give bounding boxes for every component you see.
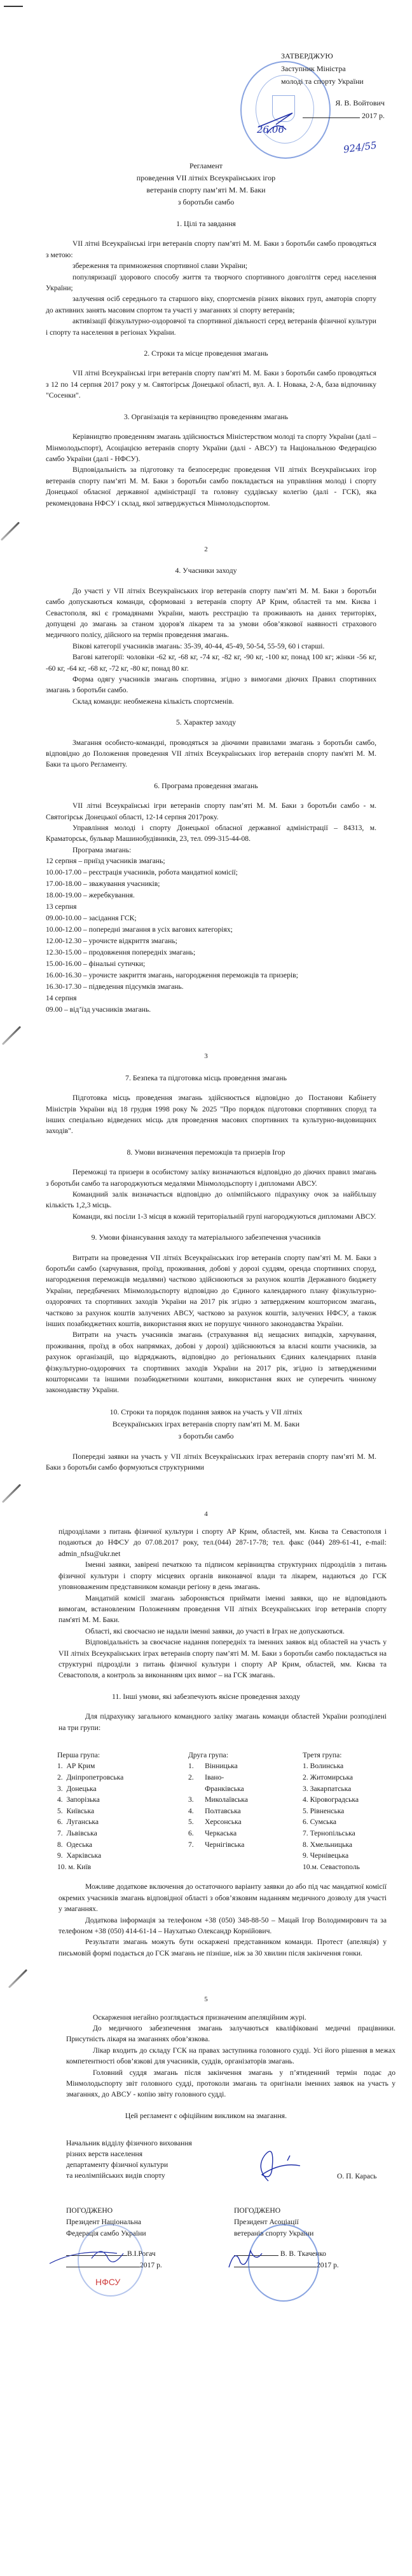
schedule-item: 18.00-19.00 – жеребкування. [46,891,135,900]
section-heading-line: з боротьби самбо [178,1431,234,1440]
schedule-item: 12.00-12.30 – урочисте відкриття змагань; [46,937,177,946]
handwritten-number: 924/55 [342,139,378,156]
agreed-date: 2017 р. [317,2261,339,2270]
goal-item: залучення осіб середнього та старшого віку, спортсменів різних вікових груп, аматорів спорту до активних занять масовим спортом та участі у змаганнях зі спорту ветеранів; [46,295,376,314]
page-fold-mark [2,1026,21,1045]
document-subtitle: проведення VII літніх Всеукраїнських ігор [136,173,276,182]
agreed-name: В. В. Ткаченко [280,2250,326,2258]
paragraph: Попередні заявки на участь у VII літніх Всеукраїнських іграх ветеранів спорту пам’яті М. М. Баки з боротьби самбо формуються структурними [46,1452,376,1472]
handwritten-date: 26.06 [257,124,284,135]
page-fold-mark [2,1484,21,1503]
document-title: Регламент [189,161,223,170]
group-item: 7. Тернопільська [303,1828,355,1837]
paragraph: Вікові категорії учасників змагань: 35-39, 40-44, 45-49, 50-54, 55-59, 60 і старші. [72,641,325,650]
group-item: 6. Черкаська [188,1828,237,1837]
team-groups [57,1750,387,1872]
bottom-margin [0,2271,412,2347]
paragraph: Командний залік визначається відповідно до олімпійського підрахунку очок за найбільшу кількість 1,2,3 місць. [46,1190,376,1210]
schedule-item: 13 серпня [46,902,77,911]
paragraph: Склад команди: необмежена кількість спортсменів. [72,697,234,706]
group-third [303,1750,360,1872]
approval-date: 2017 р. [362,111,385,120]
schedule-item: 16.30-17.30 – підведення підсумків змагань. [46,983,184,991]
paragraph: Для підрахунку загального командного заліку змагань команди областей України розподілені на три групи: [58,1712,387,1732]
section-heading: 5. Характер заходу [175,718,237,727]
section-heading-line: 10. Строки та порядок подання заявок на участь у VII літніх [109,1407,303,1416]
agreed-position: Президент Національна [66,2218,142,2227]
group-item: 9. Харківська [57,1851,102,1860]
paragraph: Команди, які посіли 1-3 місця в кожній територіальній групі нагороджуються дипломами АВСУ. [72,1212,376,1221]
group-item: 2. Дніпропетровська [57,1773,124,1781]
group-item: 2. Житомирська [303,1773,354,1781]
signatory-line: різних верств населення [66,2150,143,2159]
document-title-block [0,160,412,208]
group-item: 3. Миколаївська [188,1795,248,1804]
signature-icon [47,2244,155,2270]
paragraph: Керівництво проведенням змагань здійснюється Міністерством молоді та спорту України (далі – Мінмолодьспорт), Асоціацією ветеранів спорту України (далі - АВСУ) та Національною Федерацією самбо України (далі - НФСУ). [46,433,376,463]
group-item: 10.м. Севастополь [303,1862,360,1871]
paragraph: До медичного забезпечення змагань залучаються кваліфіковані медичні працівники. Присутність лікаря на змаганнях обов’язкова. [66,2023,395,2044]
signatory-line: департаменту фізичної культури [66,2161,168,2170]
paragraph: Відповідальність за своєчасне надання попередніх та іменних заявок від областей на участь у VII літніх Всеукраїнських іграх ветеранів спорту пам’яті М. М. Баки з боротьби самбо покладається на структурні підрозділи з питань фізичної культури і спорту АР Крим, областей, мм. Києва та Севастополя, а контроль за виконанням цих вимог – на ГСК змагань. [58,1638,387,1680]
group-item: 7. Львівська [57,1828,97,1837]
signatory-position [66,2138,238,2181]
schedule-item: 10.00-12.00 – попередні змагання в усіх вагових категоріях; [46,925,233,934]
group-title: Перша група: [57,1750,100,1759]
section-heading: 9. Умови фінансування заходу та матеріального забезпечення учасників [91,1233,321,1242]
paragraph: Форма одягу учасників змагань спортивна, згідно з вимогами діючих Правил спортивних змагань з боротьби самбо. [46,675,376,695]
paragraph: Змагання особисто-командні, проводяться за діючими правилами змагань з боротьби самбо, відповідно до Положення проведення VII літніх Всеукраїнських ігор ветеранів спорту пам'яті М. М. Баки та цього Регламенту. [46,738,376,769]
signatory-line: Начальник відділу фізичного виховання [66,2139,192,2148]
section-heading: 2. Строки та місце проведення змагань [144,349,268,358]
group-item: 7. Чернігівська [188,1840,245,1849]
group-item: 4. Кіровоградська [303,1795,359,1804]
paragraph: Відповідальність за підготовку та безпосереднє проведення VII літніх Всеукраїнських ігор ветеранів спорту пам’яті М. М. Баки з боротьби самбо покладається на управління молоді і спорту Донецької обласної державної адміністрації та головну суддівську колегію (далі - ГСК), яка рекомендована НФСУ і склад, якої затверджується Мінмолодьспортом. [46,466,376,507]
stamp-label: НФСУ [95,2277,121,2288]
schedule-item: 09.00 – від’їзд учасників змагань. [46,1005,151,1014]
signatory-area [66,2138,387,2189]
section-heading: 1. Цілі та завдання [176,219,236,228]
group-item: 3. Закарпатська [303,1784,352,1793]
paragraph: VII літні Всеукраїнські ігри ветеранів спорту пам’яті М. М. Баки з боротьби самбо проводяться з метою: [46,239,376,259]
agreed-date: 2017 р. [140,2261,162,2270]
signature-icon [243,2143,313,2187]
paragraph: Підготовка місць проведення змагань здійснюється відповідно до Постанови Кабінету Міністрів України від 18 грудня 1998 року № 2025 "Про порядок підготовки спортивних споруд та інших спеціально відведених місць для проведення масових спортивних та культурно-видовищних заходів". [46,1094,376,1136]
agreed-right-block [234,2205,387,2271]
section-heading: 3. Організація та керівництво проведенням змагань [123,412,289,421]
page-number: 5 [204,1996,208,2004]
paragraph: Переможці та призери в особистому заліку визначаються відповідно до діючих правил змагань з боротьби самбо та нагороджуються медалями Мінмолодьспорту і дипломами АВСУ. [46,1168,376,1188]
section-heading [0,1406,412,1442]
approval-block [281,50,408,122]
schedule-item: 09.00-10.00 – засідання ГСК; [46,914,137,923]
paragraph: Додаткова інформація за телефоном +38 (050) 348-88-50 – Мацай Ігор Володимирович та за телефоном +38 (050) 414-61-14 – Наухатько Олександр Корнійович. [58,1915,387,1935]
group-item: 1. Вінницька [188,1762,238,1771]
signatory-name: О. П. Карась [337,2172,377,2181]
page-break [0,1016,412,1051]
schedule-item: 16.00-16.30 – урочисте закриття змагань, нагородження переможців та призерів; [46,971,298,980]
paragraph: Області, які своєчасно не надали іменні заявки, до участі в Іграх не допускаються. [85,1627,345,1635]
paragraph: Витрати на проведення VII літніх Всеукраїнських ігор ветеранів спорту пам’яті М. М. Баки з боротьби самбо (харчування, проїзд, проживання, добові у дорозі суддям, оренда спортивних споруд, нагородження переможців медалями) частково здійснюються за рахунок коштів Державного бюджету України, передбачених Мінмолодьспорту відповідно до Єдиного календарного плану фізкультурно-оздоровчих та спортивних заходів України на 2017 рік згідно з затвердженим кошторисом змагань, частково за рахунок коштів залучених АВСУ, частково за рахунок коштів, залучених НФСУ, а також інших позабюджетних коштів, використання яких не порушує чинного законодавства України. [46,1253,376,1328]
closing-statement: Цей регламент є офіційним викликом на змагання. [125,2110,287,2120]
schedule-list [46,855,376,1016]
signatory-line: та неолімпійських видів спорту [66,2171,165,2180]
agreed-position: Президент Асоціації [234,2218,299,2227]
paragraph: Лікар входить до складу ГСК на правах заступника головного судді. Усі його рішення в межах компетентності обов’язкові для учасників, суддів, організаторів змагань. [66,2046,395,2066]
goal-item: популяризації здорового способу життя та творчого спортивного довголіття серед населення України; [46,272,376,293]
section-heading: 8. Умови визначення переможців та призерів Ігор [127,1147,285,1157]
agreed-name: В.І.Рогач [127,2250,156,2258]
agreed-position: Федерація самбо України [66,2229,146,2238]
approval-area [0,0,412,158]
paragraph: Результати змагань можуть бути оскаржені представником команди. Протест (апеляція) у письмовій формі подається до ГСК змагань не пізніше, ніж за 30 хвилин після закінчення гонки. [58,1938,387,1957]
schedule-item: 17.00-18.00 – зважування учасників; [46,880,160,889]
paragraph: підрозділами з питань фізичної культури і спорту АР Крим, областей, мм. Києва та Севастополя і подаються до НФСУ до 07.08.2017 року, тел.(044) 287-17-78; тел. факс (044) 289-61-41, e-mail: admin_nfsu@ukr.net [58,1527,387,1558]
paragraph: VII літні Всеукраїнські ігри ветеранів спорту пам’яті М. М. Баки з боротьби самбо проводяться з 12 по 14 серпня 2017 року у м. Святогірськ Донецької області, вул. А. І. Новака, 2-А, база відпочинку "Сосенки". [46,369,376,400]
agreed-area [66,2205,399,2288]
goal-item: активізації фізкультурно-оздоровчої та спортивної діяльності серед ветеранів фізичної культури і спорту та населення в регіонах України. [46,317,376,337]
section-heading-line: Всеукраїнських іграх ветеранів спорту пам’яті М. М. Баки [112,1419,300,1428]
goal-item: збереження та примноження спортивної слави України; [72,262,248,271]
group-item: 5. Херсонська [188,1818,242,1827]
agreed-title: ПОГОДЖЕНО [66,2206,113,2215]
group-first [57,1750,188,1872]
agreed-title: ПОГОДЖЕНО [234,2206,281,2215]
schedule-item: 12 серпня – приїзд учасників змагань; [46,857,165,866]
document-subtitle: з боротьби самбо [177,198,235,206]
section-heading: 4. Учасники заходу [175,566,237,575]
group-item: 2. Івано- [188,1773,224,1781]
agreed-position: ветеранів спорту України [234,2229,314,2238]
page-number: 3 [204,1052,208,1061]
paragraph: До участі у VII літніх Всеукраїнських ігор ветеранів спорту пам’яті М. М. Баки з боротьби самбо допускаються команди, сформовані з ветеранів спорту АР Крим, областей та мм. Києва і Севастополя, які є громадянами України, мають реєстрацію та проживають на даних територіях, допущені до змагань за станом здоров'я лікарем та за умови обов’язкової наявності страхового медичного полісу, дійсного на термін проведення змагань. [46,586,376,640]
group-item: 4. Полтавська [188,1806,241,1815]
group-title: Друга група: [188,1750,228,1759]
paragraph: Оскарження негайно розглядається призначеним апеляційним журі. [93,2013,306,2022]
section-heading: 6. Програма проведення змагань [154,781,258,790]
scan-mark-top [4,6,23,7]
group-item: 9. Чернівецька [303,1851,349,1860]
page-break [0,1959,412,1994]
group-item: 1. Волинська [303,1762,344,1771]
group-title: Третя група: [303,1750,342,1759]
paragraph: Витрати на участь учасників змагань (страхування від нещасних випадків, харчування, проживання, проїзд в обох напрямках, добові у дорозі) здійснюються за власні кошти учасників, за рахунок організацій, що відряджають, відповідно до регіональних Єдиних календарних планів фізкультурно-оздоровчих та спортивних заходів України на 2017 рік, згідно із затвердженими кошторисами та іншими позабюджетними коштами, використання яких не суперечить чинному законодавству України. [46,1331,376,1395]
group-item: 4. Запорізька [57,1795,100,1804]
schedule-item: 10.00-17.00 – реєстрація учасників, робота мандатної комісії; [46,868,238,877]
page-fold-mark [8,1969,27,1988]
group-item: 3. Донецька [57,1784,97,1793]
section-heading: 11. Інші умови, які забезпечують якісне проведення заходу [112,1691,300,1701]
group-item: 8. Хмельницька [303,1840,353,1849]
paragraph: Вагові категорії: чоловіки -62 кг, -68 кг, -74 кг, -82 кг, -90 кг, -100 кг, понад 100 кг; жінки -56 кг, -60 кг, -64 кг, -68 кг, -72 кг, -80 кг, понад 80 кг. [46,653,376,673]
page-number: 4 [204,1510,208,1518]
page-number: 2 [204,545,208,553]
group-item: 10. м. Київ [57,1862,92,1871]
schedule-item: 14 серпня [46,994,77,1003]
group-second [188,1750,303,1872]
group-item: 6. Сумська [303,1818,337,1827]
paragraph: Можливе додаткове включення до остаточного варіанту заявки до або під час мандатної комісії окремих учасників змагань відповідної області з обов’язковим наданням медичного дозволу для участі у змаганнях. [58,1882,387,1914]
approval-name: Я. В. Войтович [335,98,385,107]
schedule-item: 15.00-16.00 – фінальні сутички; [46,960,146,969]
approval-position: молоді та спорту України [281,77,364,86]
agreed-left-block [66,2205,234,2288]
page-break [0,509,412,544]
page-break [0,1473,412,1509]
group-item: 6. Луганська [57,1818,99,1827]
group-item: 5. Рівненська [303,1806,345,1815]
signature-icon [225,2244,276,2270]
group-item: Франківська [188,1784,244,1793]
group-item: 1. АР Крим [57,1762,95,1771]
paragraph: Мандатній комісії змагань забороняється приймати іменні заявки, що не відповідають вимогам, встановленим Положенням проведення VII літніх Всеукраїнських ігор ветеранів спорту пам'яті М. М. Баки. [58,1593,387,1625]
approval-title: ЗАТВЕРДЖУЮ [281,51,333,60]
paragraph: Головний суддя змагань після закінчення змагань у п’ятиденний термін подає до Мінмолодьспорту звіт головного судді, протоколи змагань та оригінали іменних заявок на участь у змаганнях, до АВСУ - копію звіту головного судді. [66,2068,395,2099]
paragraph: VII літні Всеукраїнські ігри ветеранів спорту пам’яті М. М. Баки з боротьби самбо - м. Святогірськ Донецької області, 12-14 серпня 2017року. [46,802,376,821]
approval-position: Заступник Міністра [281,64,346,73]
document-subtitle: ветеранів спорту пам’яті М. М. Баки [146,185,266,194]
group-item: 8. Одеська [57,1840,93,1849]
section-heading: 7. Безпека та підготовка місць проведення змагань [125,1073,287,1082]
paragraph: Іменні заявки, завірені печаткою та підписом керівництва структурних підрозділів з питань фізичної культури і спорту місцевих органів виконавчої влади та лікарем, надаються до ГСК уповноваженим представником команди регіону в день змагань. [58,1560,387,1592]
schedule-item: 12.30-15.00 – продовження попередніх змагань; [46,948,196,957]
paragraph: Управління молоді і спорту Донецької обласної державної адміністрації – 84313, м. Краматорськ, бульвар Машинобудівників, 23, тел. 099-315-44-08. [46,824,376,843]
group-item: 5. Київська [57,1806,95,1815]
program-label: Програма змагань: [72,845,132,854]
page-fold-mark [1,521,20,540]
